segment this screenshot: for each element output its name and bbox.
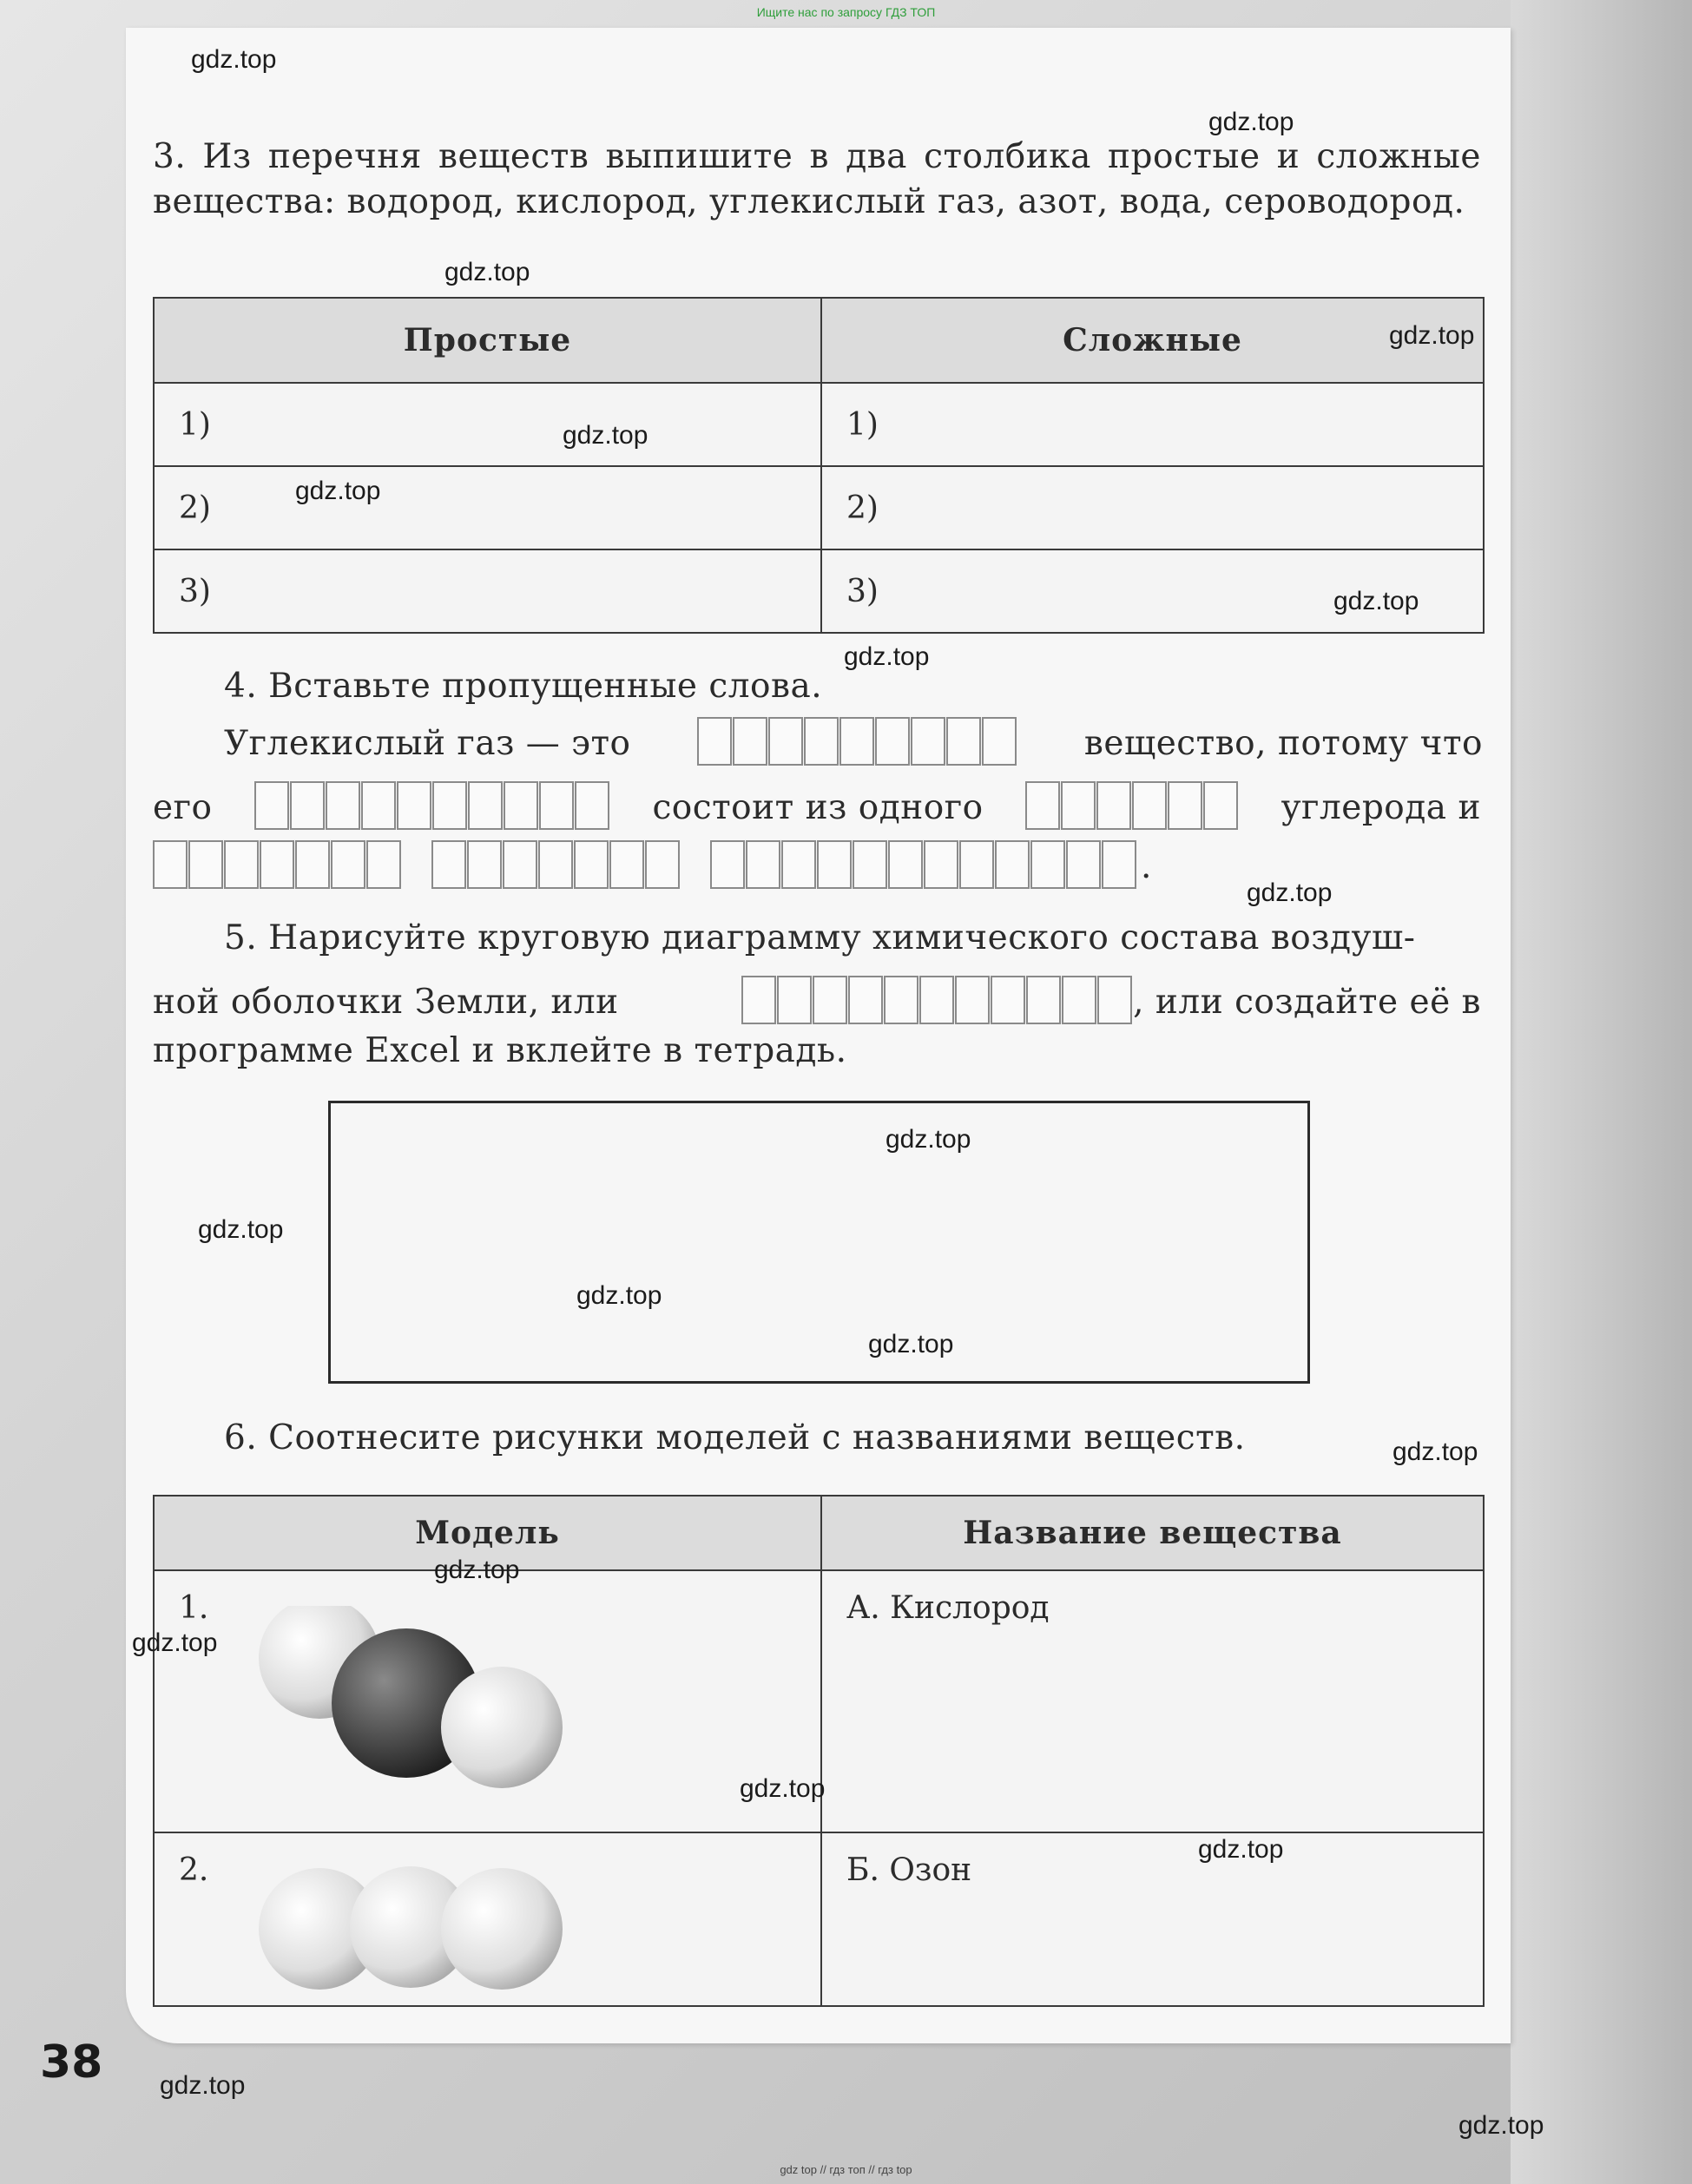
task6-title: 6. Соотнесите рисунки моделей с названиями веществ. (224, 1418, 1246, 1457)
watermark: gdz.top (295, 477, 381, 505)
blank-boxes-6[interactable] (1025, 781, 1239, 833)
task5-line2-end: , или создайте её в (1133, 982, 1481, 1022)
simple-cell-1[interactable]: 1) (154, 383, 821, 466)
watermark: gdz.top (191, 45, 277, 74)
task4-line1-end: вещество, потому что (1083, 723, 1483, 763)
watermark: gdz.top (868, 1330, 954, 1358)
watermark: gdz.top (160, 2071, 246, 2100)
blank-boxes-10[interactable] (254, 781, 610, 833)
col-simple-header: Простые (154, 298, 821, 383)
blank-boxes-11[interactable] (741, 976, 1133, 1028)
model-cell-1 (154, 1570, 821, 1832)
blank-boxes-12[interactable] (710, 840, 1137, 892)
task4-line3-dot: . (1141, 846, 1152, 886)
col-name-header: Название вещества (821, 1496, 1484, 1570)
water-molecule-model-icon (250, 1606, 615, 1806)
task3-table (153, 297, 1485, 634)
watermark: gdz.top (1208, 108, 1294, 136)
simple-cell-2[interactable]: 2) (154, 466, 821, 549)
watermark: gdz.top (1458, 2111, 1544, 2140)
page-number: 38 (40, 2036, 103, 2089)
watermark: gdz.top (1392, 1437, 1478, 1466)
col-complex-header: Сложные (821, 298, 1484, 383)
model-number-2: 2. (179, 1852, 209, 1888)
watermark: gdz.top (198, 1215, 284, 1244)
watermark: gdz.top (886, 1125, 971, 1154)
task5-line3: программе Excel и вклейте в тетрадь. (153, 1031, 847, 1070)
watermark: gdz.top (576, 1281, 662, 1310)
task5-line2-start: ной оболочки Земли, или (153, 982, 619, 1022)
model-cell-2 (154, 1832, 821, 2006)
task5-line2 (153, 976, 1481, 1028)
watermark: gdz.top (132, 1628, 218, 1657)
blank-boxes-7b[interactable] (431, 840, 681, 892)
watermark: gdz.top (444, 258, 530, 286)
simple-cell-3[interactable]: 3) (154, 549, 821, 633)
task4-title: 4. Вставьте пропущенные слова. (224, 667, 823, 706)
ozone-molecule-model-icon (250, 1851, 615, 1998)
model-number-1: 1. (179, 1590, 209, 1626)
watermark: gdz.top (740, 1774, 826, 1803)
watermark: gdz.top (1333, 587, 1419, 615)
complex-cell-1[interactable]: 1) (821, 383, 1484, 466)
diagram-drawing-area[interactable] (328, 1101, 1310, 1384)
header-note: Ищите нас по запросу ГДЗ ТОП (756, 5, 936, 19)
task5-line1: 5. Нарисуйте круговую диаграмму химического состава воздуш- (224, 918, 1416, 957)
book-spine-edge (1511, 0, 1692, 2184)
task6-table (153, 1495, 1485, 2007)
watermark: gdz.top (1198, 1835, 1284, 1864)
watermark: gdz.top (1389, 321, 1475, 350)
substance-name-2: Б. Озон (821, 1832, 1484, 2006)
footer-note: gdz top // гдз топ // гдз top (780, 2163, 912, 2176)
task4-line1 (224, 717, 1483, 769)
task4-line2-end: углерода и (1281, 787, 1481, 827)
complex-cell-3[interactable]: 3) (821, 549, 1484, 633)
complex-cell-2[interactable]: 2) (821, 466, 1484, 549)
blank-boxes-7a[interactable] (153, 840, 402, 892)
col-model-header: Модель (154, 1496, 821, 1570)
task4-line2-mid: состоит из одного (652, 787, 984, 827)
substance-name-1: А. Кислород (821, 1570, 1484, 1832)
watermark: gdz.top (563, 421, 648, 450)
watermark: gdz.top (434, 1556, 520, 1584)
blank-boxes-9[interactable] (697, 717, 1017, 769)
task4-line2 (153, 781, 1481, 833)
task4-line1-start: Углекислый газ — это (224, 723, 631, 763)
task3-text: 3. Из перечня веществ выпишите в два столбика простые и сложные вещества: водород, кислород, углекислый газ, азот, вода, сероводород. (153, 137, 1481, 221)
watermark: gdz.top (844, 642, 930, 671)
task4-line2-start: его (153, 787, 213, 827)
watermark: gdz.top (1247, 878, 1333, 907)
